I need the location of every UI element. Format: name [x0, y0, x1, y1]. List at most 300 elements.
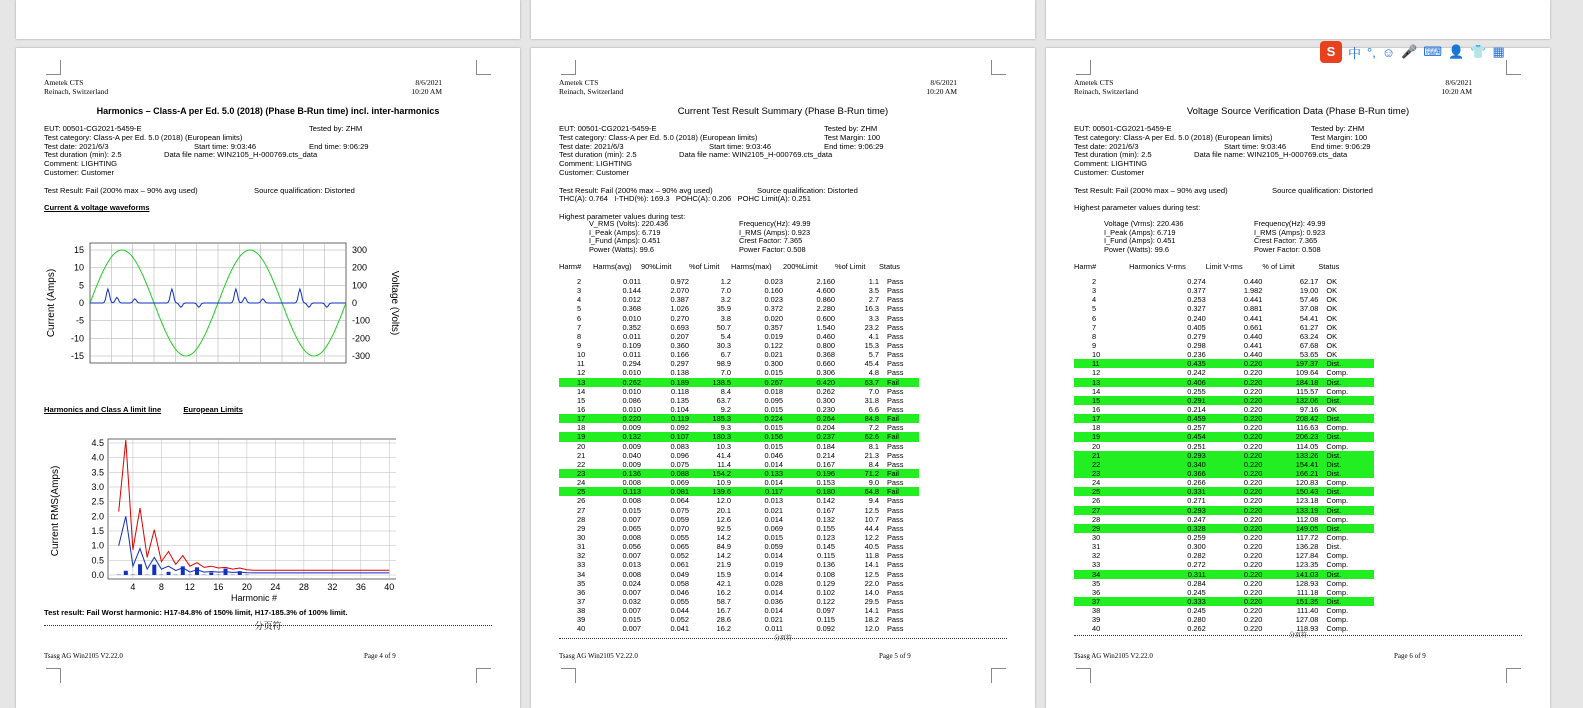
column-header: Harm# — [559, 261, 593, 272]
table-cell: 166.21 — [1262, 469, 1318, 478]
table-cell: 12.6 — [689, 515, 731, 524]
table-cell: 208.42 — [1262, 414, 1318, 423]
table-row — [559, 323, 919, 332]
table-row — [1074, 597, 1374, 606]
y-tick-label: 0 — [79, 298, 84, 308]
table-cell: 0.008 — [593, 496, 641, 505]
table-cell: Pass — [879, 405, 919, 414]
table-cell: 0.300 — [731, 359, 783, 368]
punctuation-icon[interactable]: °, — [1367, 45, 1376, 60]
table-cell: 0.881 — [1206, 304, 1263, 313]
table-cell: 8.4 — [835, 460, 879, 469]
table-cell: 0.160 — [731, 286, 783, 295]
y-tick-label: 2.5 — [91, 497, 104, 507]
y-tick-label: 3.0 — [91, 482, 104, 492]
table-cell: 62.17 — [1262, 277, 1318, 286]
table-cell: 0.015 — [593, 615, 641, 624]
table-cell: 1.982 — [1206, 286, 1263, 295]
table-cell: 0.007 — [593, 588, 641, 597]
table-row — [1074, 524, 1374, 533]
table-cell: 23 — [1074, 469, 1129, 478]
table-cell: 29 — [1074, 524, 1129, 533]
x-tick-label: 40 — [384, 582, 394, 592]
table-row — [559, 405, 919, 414]
param-row: I_Fund (Amps): 0.451 Crest Factor: 7.365 — [589, 237, 810, 246]
table-cell: 0.010 — [593, 405, 641, 414]
table-cell: OK — [1318, 286, 1374, 295]
y2-tick-label: 100 — [352, 280, 367, 290]
table-cell: Pass — [879, 588, 919, 597]
table-cell: 0.052 — [641, 551, 689, 560]
table-cell: 31 — [559, 542, 593, 551]
table-cell: 0.007 — [593, 515, 641, 524]
table-cell: 0.372 — [731, 304, 783, 313]
table-cell: 0.293 — [1129, 451, 1206, 460]
table-row — [559, 524, 919, 533]
table-row — [1074, 295, 1374, 304]
table-cell: 0.015 — [593, 506, 641, 515]
table-cell: 0.220 — [1206, 478, 1263, 487]
table-cell: Dist. — [1318, 414, 1374, 423]
table-cell: 0.220 — [593, 414, 641, 423]
table-cell: 0.155 — [783, 524, 835, 533]
limit-region: European Limits — [183, 405, 243, 414]
table-cell: Fail — [879, 469, 919, 478]
harmonic-bar — [181, 566, 185, 575]
table-cell: 0.070 — [641, 524, 689, 533]
table-cell: 14.2 — [689, 551, 731, 560]
table-cell: Comp. — [1318, 624, 1374, 633]
table-row — [1074, 542, 1374, 551]
table-cell: 0.377 — [1129, 286, 1206, 295]
table-cell: 0.133 — [731, 469, 783, 478]
table-cell: 0.220 — [1206, 533, 1263, 542]
table-cell: 14 — [559, 387, 593, 396]
table-cell: 33 — [559, 560, 593, 569]
table-cell: 0.011 — [593, 277, 641, 286]
table-cell: Comp. — [1318, 515, 1374, 524]
table-cell: 0.092 — [641, 423, 689, 432]
table-cell: 6 — [1074, 314, 1129, 323]
waveform-chart — [36, 233, 416, 373]
table-cell: 33 — [1074, 560, 1129, 569]
current-results-table — [559, 261, 919, 633]
x-tick-label: 12 — [185, 582, 195, 592]
table-cell: 8 — [1074, 332, 1129, 341]
table-cell: 0.069 — [731, 524, 783, 533]
table-cell: 0.083 — [641, 442, 689, 451]
y-tick-label: 4.0 — [91, 453, 104, 463]
table-cell: 7.0 — [689, 368, 731, 377]
table-cell: 139.6 — [689, 487, 731, 496]
table-cell: 15 — [559, 396, 593, 405]
table-cell: 0.088 — [641, 469, 689, 478]
table-cell: 30 — [1074, 533, 1129, 542]
table-cell: 0.108 — [783, 570, 835, 579]
page-5[interactable] — [531, 48, 1035, 708]
table-cell: 0.011 — [731, 624, 783, 633]
table-cell: 54.41 — [1262, 314, 1318, 323]
test-info: EUT: 00501-CG2021-5459-E Tested by: ZHM Test category: Class-A per Ed. 5.0 (2018) (European limits) Test Margin: 100 Test date: 2021/6/3 Start time: 9:03:46 End time: 9:06:29 Test duration (min): 2.5 Data file name: WIN2105_H-000769.cts_data Comment: LIGHTING Customer: Customer Test Result: Fail (200% max – 90% avg used) Source qualification: Distorted Highest parameter values during test: — [1074, 125, 1272, 213]
table-cell: Pass — [879, 506, 919, 515]
table-cell: 3.8 — [689, 314, 731, 323]
table-cell: 0.214 — [1129, 405, 1206, 414]
table-cell: 0.069 — [641, 478, 689, 487]
table-cell: 0.279 — [1129, 332, 1206, 341]
table-cell: Pass — [879, 314, 919, 323]
table-cell: Fail — [879, 432, 919, 441]
page-header: Ametek CTS Reinach, Switzerland 8/6/2021 10:20 AM — [1074, 78, 1522, 96]
table-cell: 7.0 — [689, 286, 731, 295]
table-cell: 115.57 — [1262, 387, 1318, 396]
table-cell: 0.262 — [783, 387, 835, 396]
table-cell: Comp. — [1318, 478, 1374, 487]
table-row — [1074, 560, 1374, 569]
table-cell: 0.138 — [641, 368, 689, 377]
table-cell: 0.297 — [641, 359, 689, 368]
table-cell: 0.331 — [1129, 487, 1206, 496]
table-cell: 19.00 — [1262, 286, 1318, 295]
table-row — [1074, 414, 1374, 423]
table-cell: 0.247 — [1129, 515, 1206, 524]
table-cell: 2.280 — [783, 304, 835, 313]
table-cell: 0.144 — [593, 286, 641, 295]
table-cell: 109.64 — [1262, 368, 1318, 377]
table-cell: 19 — [559, 432, 593, 441]
page-4[interactable] — [16, 48, 520, 708]
table-cell: 0.014 — [731, 570, 783, 579]
table-cell: Pass — [879, 396, 919, 405]
table-cell: Pass — [879, 524, 919, 533]
table-cell: 0.118 — [641, 387, 689, 396]
table-cell: 0.220 — [1206, 615, 1263, 624]
table-cell: 0.008 — [593, 533, 641, 542]
page-6[interactable] — [1046, 48, 1550, 708]
table-cell: 35.9 — [689, 304, 731, 313]
table-row — [559, 615, 919, 624]
table-cell: 0.220 — [1206, 506, 1263, 515]
table-cell: 0.008 — [593, 478, 641, 487]
table-cell: 0.136 — [783, 560, 835, 569]
table-cell: 0.242 — [1129, 368, 1206, 377]
y-axis-label: Current RMS(Amps) — [50, 466, 61, 557]
table-cell: 0.220 — [1206, 579, 1263, 588]
table-cell: 0.015 — [731, 405, 783, 414]
table-cell: Dist. — [1318, 487, 1374, 496]
table-cell: 20 — [1074, 442, 1129, 451]
table-cell: 18.2 — [835, 615, 879, 624]
table-cell: 0.156 — [731, 432, 783, 441]
table-cell: 20 — [559, 442, 593, 451]
table-cell: 0.122 — [731, 341, 783, 350]
crop-mark — [561, 668, 576, 683]
table-cell: 0.220 — [1206, 570, 1263, 579]
y-tick-label: 4.5 — [91, 438, 104, 448]
table-cell: 4.8 — [835, 368, 879, 377]
table-cell: OK — [1318, 332, 1374, 341]
table-cell: 0.280 — [1129, 615, 1206, 624]
table-row — [1074, 487, 1374, 496]
x-tick-label: 16 — [213, 582, 223, 592]
table-cell: 0.291 — [1129, 396, 1206, 405]
table-cell: Dist. — [1318, 460, 1374, 469]
table-header — [1074, 261, 1374, 272]
ime-toolbar[interactable] — [1320, 40, 1530, 64]
table-cell: Pass — [879, 350, 919, 359]
table-cell: Pass — [879, 442, 919, 451]
table-cell: 127.84 — [1262, 551, 1318, 560]
table-cell: 0.220 — [1206, 624, 1263, 633]
emoji-icon[interactable]: ☺ — [1382, 45, 1395, 60]
table-cell: 63.7 — [835, 378, 879, 387]
table-cell: 150.43 — [1262, 487, 1318, 496]
keyboard-icon[interactable]: ⌨ — [1423, 44, 1442, 60]
table-cell: 61.27 — [1262, 323, 1318, 332]
table-cell: 0.117 — [731, 487, 783, 496]
table-cell: 0.015 — [731, 533, 783, 542]
y-tick-label: 5 — [79, 280, 84, 290]
table-cell: 11 — [559, 359, 593, 368]
crop-mark — [1076, 60, 1091, 75]
x-tick-label: 4 — [130, 582, 135, 592]
column-header: Harmonics V-rms — [1129, 261, 1206, 272]
crop-mark — [1076, 668, 1091, 683]
table-row — [1074, 506, 1374, 515]
table-cell: 0.267 — [731, 378, 783, 387]
microphone-icon[interactable]: 🎤 — [1401, 44, 1417, 60]
table-row — [559, 460, 919, 469]
table-row — [559, 387, 919, 396]
table-cell: Dist. — [1318, 469, 1374, 478]
table-cell: Fail — [879, 414, 919, 423]
x-axis-label: Harmonic # — [231, 593, 277, 603]
table-cell: 12.5 — [835, 570, 879, 579]
header-time: 10:20 AM — [411, 87, 442, 96]
table-row — [1074, 606, 1374, 615]
table-row — [559, 515, 919, 524]
harmonic-bar — [152, 565, 156, 575]
y-tick-label: -15 — [71, 351, 84, 361]
table-cell: 6.6 — [835, 405, 879, 414]
prev-page-strip-1 — [16, 0, 520, 39]
user-icon[interactable]: 👤 — [1448, 44, 1464, 60]
table-cell: 0.122 — [783, 597, 835, 606]
table-row — [559, 469, 919, 478]
table-cell: 0.052 — [641, 615, 689, 624]
table-cell: 12 — [1074, 368, 1129, 377]
header-date: 8/6/2021 — [415, 78, 442, 87]
table-row — [559, 560, 919, 569]
table-cell: 0.032 — [593, 597, 641, 606]
table-cell: 1.026 — [641, 304, 689, 313]
table-cell: 9.4 — [835, 496, 879, 505]
table-cell: 31 — [1074, 542, 1129, 551]
table-cell: 5.7 — [835, 350, 879, 359]
harmonic-bar — [224, 569, 228, 575]
table-cell: 15.3 — [835, 341, 879, 350]
table-cell: 30.3 — [689, 341, 731, 350]
table-cell: 0.081 — [641, 487, 689, 496]
table-cell: Pass — [879, 304, 919, 313]
crop-mark — [561, 60, 576, 75]
crop-mark — [991, 60, 1006, 75]
table-cell: 0.028 — [731, 579, 783, 588]
table-cell: 0.086 — [593, 396, 641, 405]
table-cell: Dist. — [1318, 432, 1374, 441]
skin-icon[interactable]: 👕 — [1470, 44, 1486, 60]
table-cell: 24 — [559, 478, 593, 487]
table-cell: 0.220 — [1206, 560, 1263, 569]
page-header: Ametek CTS Reinach, Switzerland 8/6/2021 10:20 AM — [559, 78, 1007, 96]
table-row — [559, 606, 919, 615]
table-cell: Comp. — [1318, 606, 1374, 615]
table-row — [1074, 469, 1374, 478]
table-row — [559, 378, 919, 387]
table-cell: 0.115 — [783, 615, 835, 624]
param-row: V_RMS (Volts): 220.436 Frequency(Hz): 49.99 — [589, 220, 810, 229]
table-cell: 9.3 — [689, 423, 731, 432]
table-cell: 10.3 — [689, 442, 731, 451]
table-cell: Comp. — [1318, 387, 1374, 396]
table-cell: Pass — [879, 560, 919, 569]
table-cell: 23.2 — [835, 323, 879, 332]
table-cell: 0.220 — [1206, 515, 1263, 524]
table-cell: 36 — [1074, 588, 1129, 597]
table-cell: 9 — [559, 341, 593, 350]
table-cell: 0.145 — [783, 542, 835, 551]
table-cell: OK — [1318, 350, 1374, 359]
table-row — [559, 295, 919, 304]
table-cell: 37.08 — [1262, 304, 1318, 313]
table-cell: 10 — [559, 350, 593, 359]
table-cell: 0.049 — [641, 570, 689, 579]
table-cell: 0.009 — [593, 423, 641, 432]
table-cell: 9.0 — [835, 478, 879, 487]
table-cell: 114.05 — [1262, 442, 1318, 451]
table-row — [559, 442, 919, 451]
y-tick-label: 1.5 — [91, 526, 104, 536]
table-cell: 141.03 — [1262, 570, 1318, 579]
table-row — [1074, 588, 1374, 597]
table-row — [559, 451, 919, 460]
table-cell: 0.135 — [641, 396, 689, 405]
voltage-verification-table — [1074, 261, 1374, 633]
table-cell: Comp. — [1318, 579, 1374, 588]
table-cell: 0.015 — [731, 442, 783, 451]
table-cell: 0.220 — [1206, 442, 1263, 451]
table-cell: 22 — [559, 460, 593, 469]
table-row — [559, 332, 919, 341]
test-info: EUT: 00501-CG2021-5459-E Tested by: ZHM Test category: Class-A per Ed. 5.0 (2018) (European limits) Test date: 2021/6/3 Start time: 9:03:46 End time: 9:06:29 Test duration (min): 2.5 Data file name: WIN2105_H-000769.cts_data Comment: LIGHTING Customer: Customer Test Result: Fail (200% max – 90% avg used) Source qualification: Distorted Current & voltage waveforms — [44, 125, 242, 213]
table-cell: 0.021 — [731, 350, 783, 359]
table-row — [559, 277, 919, 286]
table-cell: 4 — [1074, 295, 1129, 304]
harmonics-chart — [36, 433, 396, 603]
table-cell: 12.0 — [689, 496, 731, 505]
table-cell: 2 — [1074, 277, 1129, 286]
table-cell: 14.2 — [689, 533, 731, 542]
table-cell: 0.441 — [1206, 314, 1263, 323]
toolbox-icon[interactable]: ▦ — [1492, 44, 1504, 60]
table-cell: 28.6 — [689, 615, 731, 624]
table-cell: 0.055 — [641, 533, 689, 542]
y-tick-label: 0.5 — [91, 555, 104, 565]
page-footer: Tsasg AG Win2105 V2.22.0 Page 5 of 9 — [559, 652, 1007, 660]
table-cell: 6.7 — [689, 350, 731, 359]
table-cell: 84.8 — [835, 414, 879, 423]
table-cell: OK — [1318, 323, 1374, 332]
table-cell: 0.600 — [783, 314, 835, 323]
table-cell: 27 — [559, 506, 593, 515]
harmonic-bar — [167, 572, 171, 575]
table-cell: 0.251 — [1129, 442, 1206, 451]
table-cell: 0.368 — [593, 304, 641, 313]
header-company: Ametek CTS — [44, 78, 492, 87]
column-header: Harms(max) — [731, 261, 783, 272]
table-cell: 11.4 — [689, 460, 731, 469]
table-cell: 0.096 — [641, 451, 689, 460]
table-cell: 0.008 — [593, 570, 641, 579]
table-cell: OK — [1318, 314, 1374, 323]
table-cell: 1.540 — [783, 323, 835, 332]
sogou-logo-icon[interactable]: S — [1320, 41, 1342, 63]
column-header: Harm# — [1074, 261, 1129, 272]
table-cell: 32 — [559, 551, 593, 560]
table-cell: Dist. — [1318, 378, 1374, 387]
table-cell: 29 — [559, 524, 593, 533]
limit-label-row — [44, 405, 243, 414]
table-cell: 0.262 — [593, 378, 641, 387]
table-cell: 0.220 — [1206, 496, 1263, 505]
table-cell: 97.16 — [1262, 405, 1318, 414]
harmonic-bar — [124, 571, 128, 575]
column-header: 90%Limit — [641, 261, 689, 272]
table-cell: 0.184 — [783, 442, 835, 451]
column-header: Status — [1318, 261, 1374, 272]
table-cell: 16.3 — [835, 304, 879, 313]
table-cell: 21 — [559, 451, 593, 460]
table-cell: Dist. — [1318, 359, 1374, 368]
table-cell: 25 — [1074, 487, 1129, 496]
table-row — [1074, 314, 1374, 323]
table-cell: 0.441 — [1206, 295, 1263, 304]
table-cell: 0.420 — [783, 378, 835, 387]
table-cell: Pass — [879, 368, 919, 377]
table-cell: 0.056 — [593, 542, 641, 551]
table-row — [1074, 451, 1374, 460]
table-cell: 0.271 — [1129, 496, 1206, 505]
table-cell: 0.021 — [731, 506, 783, 515]
table-cell: Pass — [879, 624, 919, 633]
table-cell: 0.220 — [1206, 588, 1263, 597]
table-cell: 0.259 — [1129, 533, 1206, 542]
table-cell: 7 — [559, 323, 593, 332]
table-row — [1074, 432, 1374, 441]
column-header: 200%Limit — [783, 261, 835, 272]
x-tick-label: 20 — [242, 582, 252, 592]
crop-mark — [46, 668, 61, 683]
param-row: Power (Watts): 99.6 Power Factor: 0.508 — [589, 246, 810, 255]
table-cell: 19 — [1074, 432, 1129, 441]
chinese-mode-icon[interactable]: 中 — [1348, 43, 1361, 62]
table-cell: Pass — [879, 551, 919, 560]
table-cell: Comp. — [1318, 496, 1374, 505]
table-cell: 0.059 — [641, 515, 689, 524]
table-cell: 0.220 — [1206, 396, 1263, 405]
table-cell: 0.014 — [731, 588, 783, 597]
table-row — [559, 588, 919, 597]
table-row — [559, 359, 919, 368]
